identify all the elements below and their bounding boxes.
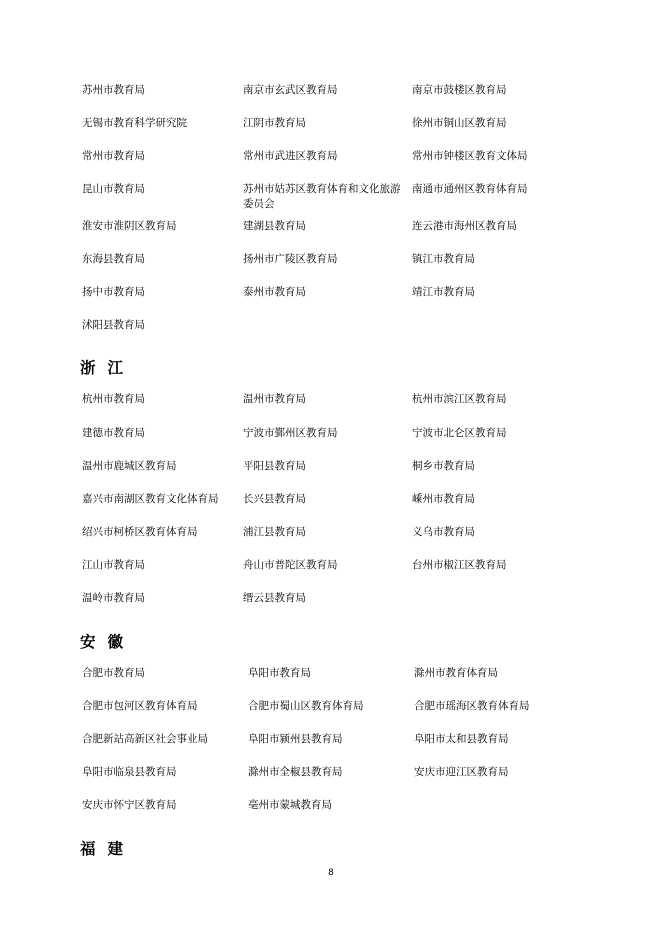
org-name: 无锡市教育科学研究院 — [82, 117, 187, 129]
org-name: 宁波市鄞州区教育局 — [243, 427, 338, 439]
org-name: 南京市玄武区教育局 — [243, 84, 338, 96]
org-name: 滁州市全椒县教育局 — [248, 766, 343, 778]
org-name: 亳州市蒙城教育局 — [248, 799, 332, 811]
org-name: 建德市教育局 — [82, 427, 145, 439]
org-name: 阜阳市太和县教育局 — [414, 733, 509, 745]
org-name: 缙云县教育局 — [243, 592, 306, 604]
org-name: 桐乡市教育局 — [412, 460, 475, 472]
org-name: 淮安市淮阴区教育局 — [82, 220, 177, 232]
org-name: 义乌市教育局 — [412, 526, 475, 538]
org-name: 徐州市铜山区教育局 — [412, 117, 507, 129]
org-name: 宁波市北仑区教育局 — [412, 427, 507, 439]
org-name: 苏州市教育局 — [82, 84, 145, 96]
org-name: 苏州市姑苏区教育体育和文化旅游委员会 — [243, 183, 401, 210]
org-name: 杭州市教育局 — [82, 393, 145, 405]
org-name: 镇江市教育局 — [412, 253, 475, 265]
org-name: 南京市鼓楼区教育局 — [412, 84, 507, 96]
org-name: 南通市通州区教育体育局 — [412, 183, 528, 195]
org-name: 温岭市教育局 — [82, 592, 145, 604]
org-name: 泰州市教育局 — [243, 286, 306, 298]
org-name: 阜阳市临泉县教育局 — [82, 766, 177, 778]
org-name: 合肥市瑶海区教育体育局 — [414, 700, 530, 712]
org-name: 连云港市海州区教育局 — [412, 220, 517, 232]
org-name: 江山市教育局 — [82, 559, 145, 571]
org-name: 阜阳市颍州县教育局 — [248, 733, 343, 745]
org-name: 合肥新站高新区社会事业局 — [82, 733, 208, 745]
org-name: 台州市椒江区教育局 — [412, 559, 507, 571]
org-name: 靖江市教育局 — [412, 286, 475, 298]
org-name: 滁州市教育体育局 — [414, 667, 498, 679]
section-heading-zhejiang: 浙江 — [80, 358, 136, 377]
org-name: 舟山市普陀区教育局 — [243, 559, 338, 571]
org-name: 东海县教育局 — [82, 253, 145, 265]
org-name: 昆山市教育局 — [82, 183, 145, 195]
org-name: 合肥市蜀山区教育体育局 — [248, 700, 364, 712]
org-name: 常州市钟楼区教育文体局 — [412, 150, 528, 162]
org-name: 扬中市教育局 — [82, 286, 145, 298]
org-name: 嵊州市教育局 — [412, 493, 475, 505]
org-name: 浦江县教育局 — [243, 526, 306, 538]
org-name: 常州市教育局 — [82, 150, 145, 162]
org-name: 安庆市怀宁区教育局 — [82, 799, 177, 811]
org-name: 合肥市包河区教育体育局 — [82, 700, 198, 712]
org-name: 沭阳县教育局 — [82, 319, 145, 331]
section-heading-fujian: 福建 — [80, 839, 136, 858]
org-name: 江阴市教育局 — [243, 117, 306, 129]
org-name: 阜阳市教育局 — [248, 667, 311, 679]
org-name: 建湖县教育局 — [243, 220, 306, 232]
org-name: 长兴县教育局 — [243, 493, 306, 505]
org-name: 杭州市滨江区教育局 — [412, 393, 507, 405]
org-name: 合肥市教育局 — [82, 667, 145, 679]
org-name: 平阳县教育局 — [243, 460, 306, 472]
org-name: 绍兴市柯桥区教育体育局 — [82, 526, 198, 538]
org-name: 扬州市广陵区教育局 — [243, 253, 338, 265]
org-name: 温州市鹿城区教育局 — [82, 460, 177, 472]
org-name: 嘉兴市南湖区教育文化体育局 — [82, 493, 219, 505]
page-number: 8 — [328, 868, 334, 878]
org-name: 安庆市迎江区教育局 — [414, 766, 509, 778]
org-name: 常州市武进区教育局 — [243, 150, 338, 162]
section-heading-anhui: 安徽 — [80, 632, 136, 651]
org-name: 温州市教育局 — [243, 393, 306, 405]
